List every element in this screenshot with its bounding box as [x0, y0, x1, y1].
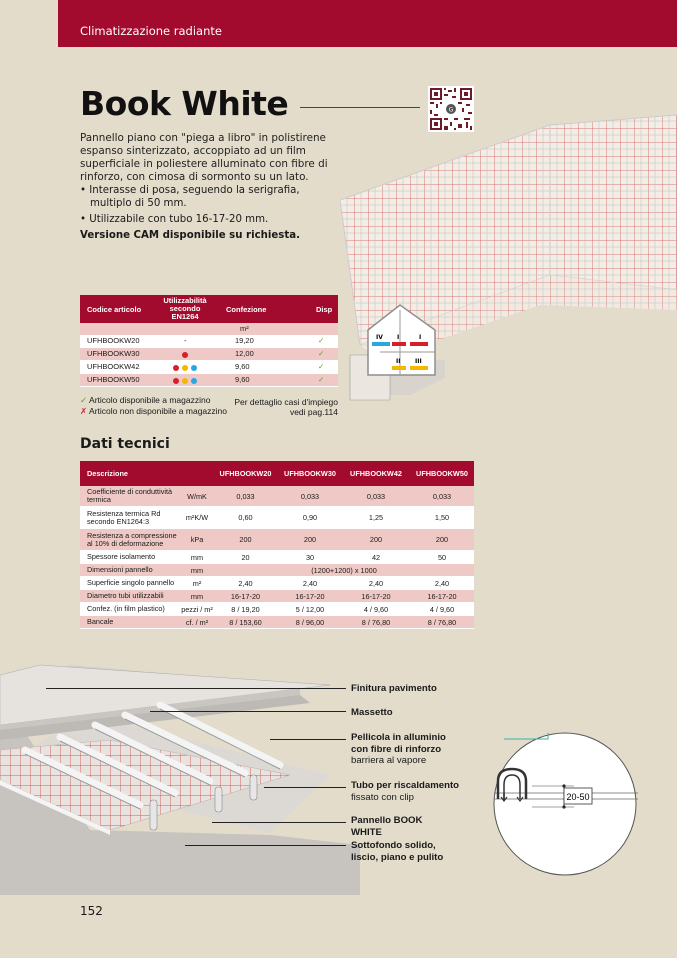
floor-layers-illustration [0, 655, 360, 905]
available-check-icon: ✓ [318, 362, 325, 371]
table-row: Bancale cf. / m² 8 / 153,60 8 / 96,00 8 / 76,80 8 / 76,80 [80, 616, 474, 629]
house-label: III [415, 358, 422, 365]
table-row: UFHBOOKW50 9,60 ✓ [80, 374, 338, 387]
leader-line [270, 739, 346, 740]
table-row: Spessore isolamento mm 20 30 42 50 [80, 551, 474, 564]
table-row: Dimensioni pannello mm (1200+1200) x 1000 [80, 564, 474, 577]
dot-icons [182, 351, 191, 360]
cam-note: Versione CAM disponibile su richiesta. [80, 230, 300, 241]
col-header: Disp [316, 304, 333, 314]
table-row: Resistenza a compressione al 10% di deformazione kPa 200 200 200 200 [80, 529, 474, 551]
table-row: Diametro tubi utilizzabili mm 16-17-20 16-17-20 16-17-20 16-17-20 [80, 590, 474, 603]
availability-legend: ✓ Articolo disponibile a magazzino ✗ Articolo non disponibile a magazzino [80, 395, 228, 416]
leader-line [264, 787, 346, 788]
house-label: II [396, 358, 401, 365]
detail-note: Per dettaglio casi d'impiego vedi pag.114 [234, 397, 338, 417]
tech-table [80, 461, 474, 629]
house-label: IV [376, 334, 383, 341]
pipe-clip-detail [492, 731, 638, 877]
col-header: Codice articolo [87, 304, 142, 314]
article-table-header [80, 295, 338, 323]
col-header: Confezione [226, 304, 267, 314]
panel-wall-illustration [340, 100, 677, 410]
available-check-icon: ✓ [318, 349, 325, 358]
page-number: 152 [80, 904, 103, 918]
col-header: Utilizzabilità secondo EN1264 [163, 296, 207, 321]
section-title: Climatizzazione radiante [80, 24, 222, 38]
leader-line [212, 822, 346, 823]
layer-label-panel: Pannello BOOK WHITE [351, 815, 423, 838]
leader-line [185, 845, 346, 846]
product-description: Pannello piano con "piega a libro" in polistirene espanso sinterizzato, accoppiato ad un film superficiale in poliestere alluminato con fibre di rinforzo, con cimosa di sormonto su un lato. [80, 132, 328, 183]
tech-section-title: Dati tecnici [80, 436, 170, 452]
table-row: Coefficiente di conduttività termica W/mK 0,033 0,033 0,033 0,033 [80, 486, 474, 507]
table-row: Superficie singolo pannello m² 2,40 2,40 2,40 2,40 [80, 577, 474, 590]
dot-icons [173, 364, 200, 373]
table-row: Resistenza termica Rd secondo EN1264:3 m²K/W 0,60 0,90 1,25 1,50 [80, 507, 474, 529]
bullet-text: Interasse di posa, seguendo la serigrafia, multiplo di 50 mm. [89, 185, 300, 209]
leader-line [150, 711, 346, 712]
bullet-text: Utilizzabile con tubo 16-17-20 mm. [89, 214, 269, 225]
unit-label: m² [240, 324, 249, 333]
layer-label-screed: Massetto [351, 707, 393, 718]
article-table [80, 295, 338, 387]
product-bullets [80, 184, 330, 229]
table-row: UFHBOOKW20 - 19,20 ✓ [80, 335, 338, 348]
section-header-bar [58, 0, 677, 47]
layer-label-aluminium-film: Pellicola in alluminio con fibre di rinforzo barriera al vapore [351, 732, 446, 766]
svg-text:G: G [448, 106, 454, 114]
table-row: UFHBOOKW30 12,00 ✓ [80, 348, 338, 361]
layer-label-floor-finish: Finitura pavimento [351, 683, 437, 694]
dot-icons [173, 377, 200, 386]
table-row: Confez. (in film plastico) pezzi / m² 8 / 19,20 5 / 12,00 4 / 9,60 4 / 9,60 [80, 603, 474, 616]
check-icon: ✓ [80, 395, 88, 405]
bullet-item: • Interasse di posa, seguendo la serigrafia, multiplo di 50 mm. [80, 185, 300, 209]
product-title: Book White [80, 84, 289, 123]
bullet-item: • Utilizzabile con tubo 16-17-20 mm. [80, 214, 269, 225]
leader-line [46, 688, 346, 689]
available-check-icon: ✓ [318, 336, 325, 345]
layer-label-heating-pipe: Tubo per riscaldamento fissato con clip [351, 780, 460, 803]
house-label: I [419, 334, 422, 341]
layer-label-subfloor: Sottofondo solido, liscio, piano e pulito [351, 840, 444, 863]
cross-icon: ✗ [80, 406, 88, 416]
house-label: I [397, 334, 400, 341]
red-dot [182, 352, 188, 358]
tech-table-header: Descrizione UFHBOOKW20 UFHBOOKW30 UFHBOOKW42 UFHBOOKW50 [80, 461, 474, 486]
dimension-label: 20-50 [566, 792, 590, 802]
available-check-icon: ✓ [318, 375, 325, 384]
table-row: UFHBOOKW42 9,60 ✓ [80, 361, 338, 374]
